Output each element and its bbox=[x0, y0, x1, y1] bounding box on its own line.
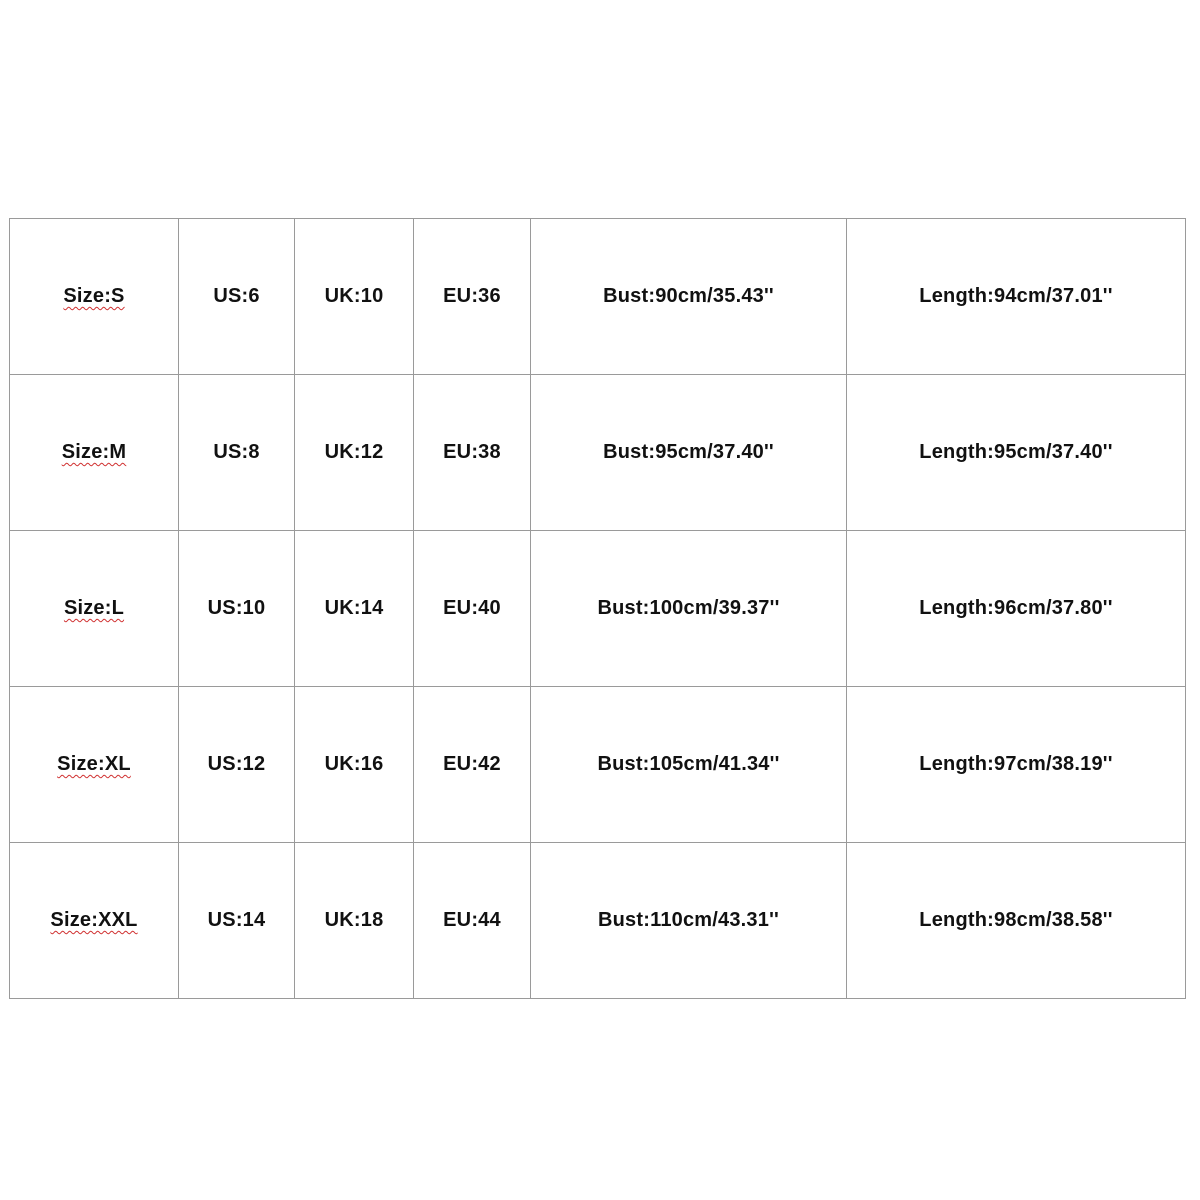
us-size-cell: US:8 bbox=[179, 375, 295, 531]
uk-size-cell: UK:10 bbox=[295, 219, 414, 375]
eu-size-cell: EU:44 bbox=[414, 843, 531, 999]
us-size-cell: US:12 bbox=[179, 687, 295, 843]
length-cell: Length:94cm/37.01'' bbox=[847, 219, 1186, 375]
bust-cell: Bust:100cm/39.37'' bbox=[531, 531, 847, 687]
bust-cell: Bust:90cm/35.43'' bbox=[531, 219, 847, 375]
bust-cell: Bust:105cm/41.34'' bbox=[531, 687, 847, 843]
size-cell bbox=[10, 375, 179, 531]
size-label: Size:L bbox=[63, 597, 125, 619]
size-chart-table bbox=[9, 218, 1186, 999]
length-cell: Length:97cm/38.19'' bbox=[847, 687, 1186, 843]
size-label: Size:M bbox=[61, 441, 127, 463]
us-size-cell: US:10 bbox=[179, 531, 295, 687]
size-cell bbox=[10, 687, 179, 843]
eu-size-cell: EU:40 bbox=[414, 531, 531, 687]
table-row bbox=[10, 843, 1186, 999]
uk-size-cell: UK:12 bbox=[295, 375, 414, 531]
length-cell: Length:98cm/38.58'' bbox=[847, 843, 1186, 999]
size-cell bbox=[10, 531, 179, 687]
size-label: Size:S bbox=[63, 285, 125, 307]
size-cell bbox=[10, 843, 179, 999]
table-row bbox=[10, 531, 1186, 687]
eu-size-cell: EU:42 bbox=[414, 687, 531, 843]
eu-size-cell: EU:38 bbox=[414, 375, 531, 531]
size-cell bbox=[10, 219, 179, 375]
table-row bbox=[10, 219, 1186, 375]
us-size-cell: US:6 bbox=[179, 219, 295, 375]
us-size-cell: US:14 bbox=[179, 843, 295, 999]
bust-cell: Bust:110cm/43.31'' bbox=[531, 843, 847, 999]
bust-cell: Bust:95cm/37.40'' bbox=[531, 375, 847, 531]
length-cell: Length:95cm/37.40'' bbox=[847, 375, 1186, 531]
size-label: Size:XXL bbox=[50, 909, 138, 931]
table-row bbox=[10, 375, 1186, 531]
eu-size-cell: EU:36 bbox=[414, 219, 531, 375]
table-row bbox=[10, 687, 1186, 843]
uk-size-cell: UK:14 bbox=[295, 531, 414, 687]
length-cell: Length:96cm/37.80'' bbox=[847, 531, 1186, 687]
uk-size-cell: UK:18 bbox=[295, 843, 414, 999]
uk-size-cell: UK:16 bbox=[295, 687, 414, 843]
size-label: Size:XL bbox=[57, 753, 131, 775]
